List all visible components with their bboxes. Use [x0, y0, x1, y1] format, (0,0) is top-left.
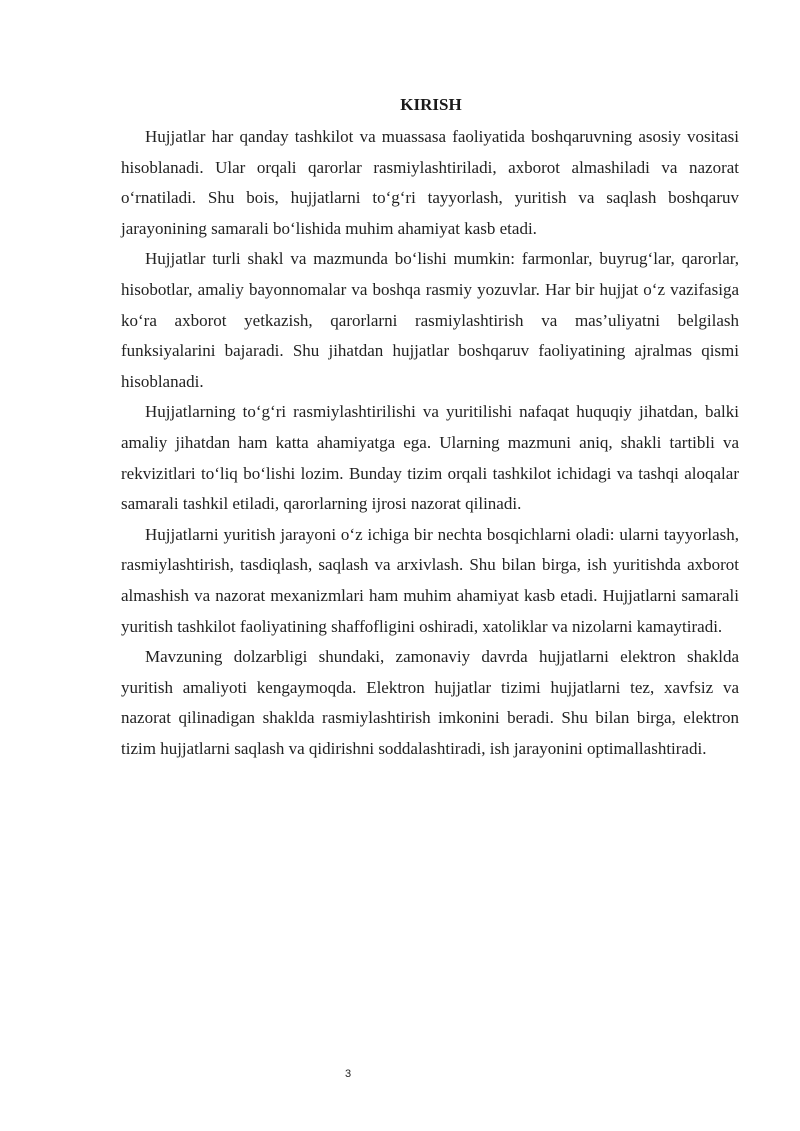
- paragraph-3: Hujjatlarning to‘g‘ri rasmiylashtirilishi va yuritilishi nafaqat huquqiy jihatdan, balki amaliy jihatdan ham katta ahamiyatga ega. Ularning mazmuni aniq, shakli tartibli va rekvizitlari to‘liq bo‘lishi lozim. Bunday tizim orqali tashkilot ichidagi va tashqi aloqalar samarali tashkil etiladi, qarorlarning ijrosi nazorat qilinadi.: [121, 402, 739, 514]
- body-text: [121, 122, 739, 764]
- paragraph-2: Hujjatlar turli shakl va mazmunda bo‘lishi mumkin: farmonlar, buyrug‘lar, qarorlar, hisobotlar, amaliy bayonnomalar va boshqa rasmiy yozuvlar. Har bir hujjat o‘z vazifasiga ko‘ra axborot yetkazish, qarorlarni rasmiylashtirish va mas’uliyatni belgilash funksiyalarini bajaradi. Shu jihatdan hujjatlar boshqaruv faoliyatining ajralmas qismi hisoblanadi.: [121, 249, 739, 391]
- section-title: KIRISH: [400, 95, 462, 114]
- paragraph-1: Hujjatlar har qanday tashkilot va muassasa faoliyatida boshqaruvning asosiy vositasi hisoblanadi. Ular orqali qarorlar rasmiylashtiriladi, axborot almashiladi va nazorat o‘rnatiladi. Shu bois, hujjatlarni to‘g‘ri tayyorlash, yuritish va saqlash boshqaruv jarayonining samarali bo‘lishida muhim ahamiyat kasb etadi.: [121, 127, 739, 238]
- paragraph-4: Hujjatlarni yuritish jarayoni o‘z ichiga bir nechta bosqichlarni oladi: ularni tayyorlash, rasmiylashtirish, tasdiqlash, saqlash va arxivlash. Shu bilan birga, ish yuritishda axborot almashish va nazorat mexanizmlari ham muhim ahamiyat kasb etadi. Hujjatlarni samarali yuritish tashkilot faoliyatining shaffofligini oshiradi, xatoliklar va nizolarni kamaytiradi.: [121, 524, 739, 636]
- page-number: 3: [344, 1068, 352, 1080]
- paragraph-5: Mavzuning dolzarbligi shundaki, zamonaviy davrda hujjatlarni elektron shaklda yuritish amaliyoti kengaymoqda. Elektron hujjatlar tizimi hujjatlarni tez, xavfsiz va nazorat qilinadigan shaklda rasmiylashtirish imkonini beradi. Shu bilan birga, elektron tizim hujjatlarni saqlash va qidirishni soddalashtiradi, ish jarayonini optimallashtiradi.: [121, 647, 739, 758]
